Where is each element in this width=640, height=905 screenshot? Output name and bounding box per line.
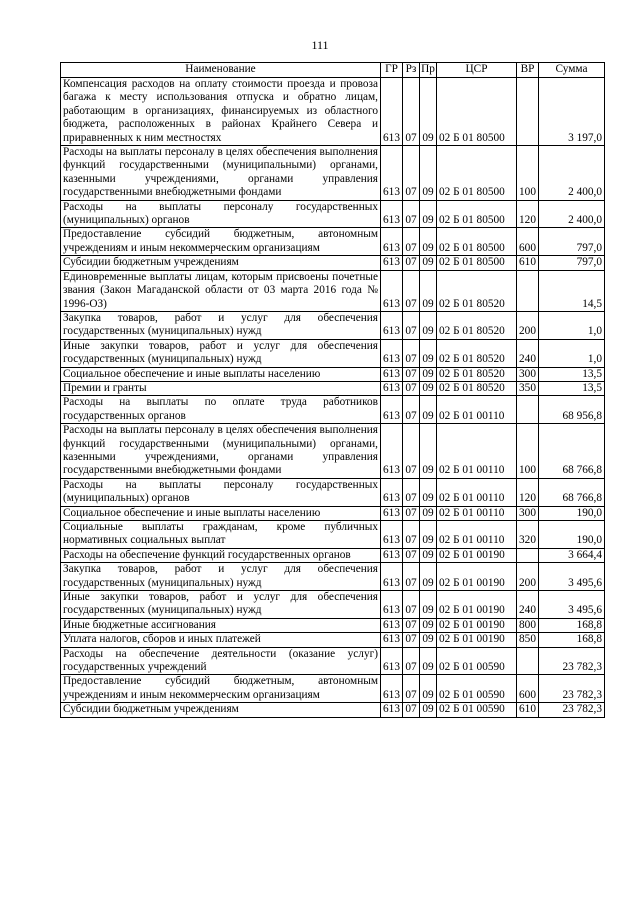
cell-rz: 07 xyxy=(403,311,420,339)
cell-vr: 610 xyxy=(517,256,539,270)
cell-rz: 07 xyxy=(403,146,420,201)
cell-name: Расходы на выплаты персоналу государственных (муниципальных) органов xyxy=(61,478,381,506)
cell-sum: 3 495,6 xyxy=(539,563,605,591)
cell-pr: 09 xyxy=(420,591,437,619)
cell-rz: 07 xyxy=(403,256,420,270)
header-pr: Пр xyxy=(420,63,437,78)
cell-vr: 120 xyxy=(517,200,539,228)
cell-sum: 168,8 xyxy=(539,633,605,647)
cell-gr: 613 xyxy=(381,367,403,381)
cell-pr: 09 xyxy=(420,675,437,703)
cell-pr: 09 xyxy=(420,478,437,506)
page-number: 111 xyxy=(311,38,329,52)
header-csr: ЦСР xyxy=(437,63,517,78)
cell-csr: 02 Б 01 00110 xyxy=(437,506,517,520)
cell-csr: 02 Б 01 00590 xyxy=(437,675,517,703)
cell-csr: 02 Б 01 00110 xyxy=(437,521,517,549)
cell-name: Социальное обеспечение и иные выплаты населению xyxy=(61,367,381,381)
cell-name: Закупка товаров, работ и услуг для обеспечения государственных (муниципальных) нужд xyxy=(61,563,381,591)
cell-pr: 09 xyxy=(420,270,437,311)
cell-vr: 120 xyxy=(517,478,539,506)
cell-pr: 09 xyxy=(420,703,437,717)
cell-sum: 23 782,3 xyxy=(539,703,605,717)
cell-pr: 09 xyxy=(420,506,437,520)
cell-csr: 02 Б 01 00590 xyxy=(437,703,517,717)
cell-pr: 09 xyxy=(420,633,437,647)
cell-csr: 02 Б 01 00190 xyxy=(437,591,517,619)
cell-vr: 300 xyxy=(517,367,539,381)
cell-name: Компенсация расходов на оплату стоимости проезда и провоза багажа к месту использования отпуска и обратно лицам, работающим в организациях, финансируемых из областного бюджета, расположенных в районах Крайнего Севера и приравненных к ним местностях xyxy=(61,78,381,146)
cell-pr: 09 xyxy=(420,146,437,201)
cell-rz: 07 xyxy=(403,200,420,228)
cell-sum: 1,0 xyxy=(539,339,605,367)
cell-name: Предоставление субсидий бюджетным, автономным учреждениям и иным некоммерческим организациям xyxy=(61,675,381,703)
cell-pr: 09 xyxy=(420,78,437,146)
cell-pr: 09 xyxy=(420,339,437,367)
cell-gr: 613 xyxy=(381,228,403,256)
cell-gr: 613 xyxy=(381,339,403,367)
cell-gr: 613 xyxy=(381,591,403,619)
cell-name: Иные закупки товаров, работ и услуг для обеспечения государственных (муниципальных) нужд xyxy=(61,591,381,619)
cell-csr: 02 Б 01 80520 xyxy=(437,311,517,339)
cell-pr: 09 xyxy=(420,618,437,632)
table-row xyxy=(61,78,605,146)
cell-name: Субсидии бюджетным учреждениям xyxy=(61,256,381,270)
cell-vr: 100 xyxy=(517,424,539,479)
cell-name: Премии и гранты xyxy=(61,381,381,395)
cell-sum: 68 766,8 xyxy=(539,478,605,506)
cell-vr: 240 xyxy=(517,591,539,619)
cell-sum: 23 782,3 xyxy=(539,647,605,675)
cell-name: Социальное обеспечение и иные выплаты населению xyxy=(61,506,381,520)
table-row xyxy=(61,311,605,339)
cell-rz: 07 xyxy=(403,339,420,367)
cell-gr: 613 xyxy=(381,396,403,424)
cell-vr: 850 xyxy=(517,633,539,647)
cell-csr: 02 Б 01 00110 xyxy=(437,478,517,506)
cell-name: Расходы на выплаты персоналу в целях обеспечения выполнения функций государственными (муниципальными) органами, казенными учреждениями, органами управления государственными внебюджетными фондами xyxy=(61,424,381,479)
table-row xyxy=(61,521,605,549)
cell-sum: 13,5 xyxy=(539,381,605,395)
cell-rz: 07 xyxy=(403,618,420,632)
table-row xyxy=(61,424,605,479)
cell-gr: 613 xyxy=(381,647,403,675)
cell-rz: 07 xyxy=(403,591,420,619)
cell-vr: 240 xyxy=(517,339,539,367)
cell-csr: 02 Б 01 80500 xyxy=(437,256,517,270)
cell-csr: 02 Б 01 80500 xyxy=(437,78,517,146)
cell-csr: 02 Б 01 80500 xyxy=(437,228,517,256)
cell-gr: 613 xyxy=(381,506,403,520)
cell-vr: 100 xyxy=(517,146,539,201)
cell-csr: 02 Б 01 80520 xyxy=(437,381,517,395)
cell-gr: 613 xyxy=(381,200,403,228)
cell-pr: 09 xyxy=(420,396,437,424)
cell-vr xyxy=(517,78,539,146)
cell-pr: 09 xyxy=(420,424,437,479)
cell-vr: 300 xyxy=(517,506,539,520)
table-row xyxy=(61,256,605,270)
table-row xyxy=(61,647,605,675)
cell-sum: 2 400,0 xyxy=(539,146,605,201)
table-row xyxy=(61,200,605,228)
cell-csr: 02 Б 01 80520 xyxy=(437,270,517,311)
cell-vr: 320 xyxy=(517,521,539,549)
cell-rz: 07 xyxy=(403,478,420,506)
cell-rz: 07 xyxy=(403,563,420,591)
cell-vr xyxy=(517,270,539,311)
cell-rz: 07 xyxy=(403,228,420,256)
cell-name: Расходы на выплаты по оплате труда работников государственных органов xyxy=(61,396,381,424)
cell-rz: 07 xyxy=(403,396,420,424)
cell-pr: 09 xyxy=(420,647,437,675)
cell-csr: 02 Б 01 80500 xyxy=(437,200,517,228)
cell-rz: 07 xyxy=(403,521,420,549)
cell-name: Уплата налогов, сборов и иных платежей xyxy=(61,633,381,647)
cell-vr xyxy=(517,396,539,424)
table-row xyxy=(61,478,605,506)
cell-csr: 02 Б 01 00590 xyxy=(437,647,517,675)
cell-rz: 07 xyxy=(403,548,420,562)
cell-name: Расходы на обеспечение деятельности (оказание услуг) государственных учреждений xyxy=(61,647,381,675)
cell-rz: 07 xyxy=(403,424,420,479)
cell-sum: 168,8 xyxy=(539,618,605,632)
cell-sum: 23 782,3 xyxy=(539,675,605,703)
cell-gr: 613 xyxy=(381,256,403,270)
cell-gr: 613 xyxy=(381,618,403,632)
cell-name: Иные бюджетные ассигнования xyxy=(61,618,381,632)
cell-pr: 09 xyxy=(420,311,437,339)
cell-rz: 07 xyxy=(403,647,420,675)
cell-vr: 800 xyxy=(517,618,539,632)
header-row xyxy=(61,63,605,78)
cell-gr: 613 xyxy=(381,424,403,479)
cell-gr: 613 xyxy=(381,146,403,201)
table-row xyxy=(61,339,605,367)
table-row xyxy=(61,675,605,703)
cell-rz: 07 xyxy=(403,381,420,395)
cell-gr: 613 xyxy=(381,563,403,591)
cell-rz: 07 xyxy=(403,367,420,381)
header-vr: ВР xyxy=(517,63,539,78)
cell-vr: 600 xyxy=(517,228,539,256)
cell-pr: 09 xyxy=(420,200,437,228)
cell-csr: 02 Б 01 00190 xyxy=(437,548,517,562)
table-row xyxy=(61,633,605,647)
cell-name: Единовременные выплаты лицам, которым присвоены почетные звания (Закон Магаданской области от 03 марта 2016 года № 1996-ОЗ) xyxy=(61,270,381,311)
cell-sum: 14,5 xyxy=(539,270,605,311)
cell-name: Предоставление субсидий бюджетным, автономным учреждениям и иным некоммерческим организациям xyxy=(61,228,381,256)
cell-sum: 190,0 xyxy=(539,506,605,520)
table-row xyxy=(61,591,605,619)
cell-rz: 07 xyxy=(403,78,420,146)
cell-csr: 02 Б 01 00110 xyxy=(437,396,517,424)
cell-gr: 613 xyxy=(381,270,403,311)
table-row xyxy=(61,381,605,395)
table-row xyxy=(61,548,605,562)
table-header xyxy=(61,63,605,78)
cell-csr: 02 Б 01 00190 xyxy=(437,633,517,647)
cell-gr: 613 xyxy=(381,633,403,647)
cell-gr: 613 xyxy=(381,478,403,506)
cell-sum: 1,0 xyxy=(539,311,605,339)
cell-name: Закупка товаров, работ и услуг для обеспечения государственных (муниципальных) нужд xyxy=(61,311,381,339)
cell-vr: 600 xyxy=(517,675,539,703)
cell-name: Расходы на выплаты персоналу в целях обеспечения выполнения функций государственными (муниципальными) органами, казенными учреждениями, органами управления государственными внебюджетными фондами xyxy=(61,146,381,201)
table-row xyxy=(61,367,605,381)
cell-sum: 3 197,0 xyxy=(539,78,605,146)
header-name: Наименование xyxy=(61,63,381,78)
cell-pr: 09 xyxy=(420,521,437,549)
header-gr: ГР xyxy=(381,63,403,78)
cell-gr: 613 xyxy=(381,311,403,339)
cell-name: Социальные выплаты гражданам, кроме публичных нормативных социальных выплат xyxy=(61,521,381,549)
header-rz: Рз xyxy=(403,63,420,78)
cell-gr: 613 xyxy=(381,381,403,395)
cell-name: Иные закупки товаров, работ и услуг для обеспечения государственных (муниципальных) нужд xyxy=(61,339,381,367)
cell-pr: 09 xyxy=(420,381,437,395)
cell-name: Субсидии бюджетным учреждениям xyxy=(61,703,381,717)
cell-sum: 2 400,0 xyxy=(539,200,605,228)
table-row xyxy=(61,396,605,424)
cell-vr: 350 xyxy=(517,381,539,395)
table-row xyxy=(61,270,605,311)
header-sum: Сумма xyxy=(539,63,605,78)
cell-vr xyxy=(517,548,539,562)
cell-rz: 07 xyxy=(403,633,420,647)
table-row xyxy=(61,563,605,591)
table-body xyxy=(61,78,605,718)
cell-sum: 3 664,4 xyxy=(539,548,605,562)
cell-rz: 07 xyxy=(403,506,420,520)
cell-sum: 797,0 xyxy=(539,228,605,256)
cell-sum: 68 766,8 xyxy=(539,424,605,479)
cell-gr: 613 xyxy=(381,548,403,562)
budget-table xyxy=(60,62,605,718)
cell-sum: 190,0 xyxy=(539,521,605,549)
cell-gr: 613 xyxy=(381,521,403,549)
cell-pr: 09 xyxy=(420,548,437,562)
cell-pr: 09 xyxy=(420,228,437,256)
cell-sum: 13,5 xyxy=(539,367,605,381)
cell-csr: 02 Б 01 00190 xyxy=(437,563,517,591)
table-row xyxy=(61,618,605,632)
cell-pr: 09 xyxy=(420,367,437,381)
cell-rz: 07 xyxy=(403,270,420,311)
cell-vr: 200 xyxy=(517,311,539,339)
cell-csr: 02 Б 01 00190 xyxy=(437,618,517,632)
cell-vr: 610 xyxy=(517,703,539,717)
cell-rz: 07 xyxy=(403,703,420,717)
cell-sum: 3 495,6 xyxy=(539,591,605,619)
table-row xyxy=(61,703,605,717)
cell-vr xyxy=(517,647,539,675)
cell-sum: 797,0 xyxy=(539,256,605,270)
cell-name: Расходы на обеспечение функций государственных органов xyxy=(61,548,381,562)
cell-csr: 02 Б 01 80520 xyxy=(437,339,517,367)
cell-gr: 613 xyxy=(381,703,403,717)
cell-gr: 613 xyxy=(381,78,403,146)
cell-pr: 09 xyxy=(420,563,437,591)
table-row xyxy=(61,228,605,256)
cell-csr: 02 Б 01 80520 xyxy=(437,367,517,381)
cell-csr: 02 Б 01 00110 xyxy=(437,424,517,479)
cell-gr: 613 xyxy=(381,675,403,703)
table-row xyxy=(61,506,605,520)
cell-vr: 200 xyxy=(517,563,539,591)
cell-name: Расходы на выплаты персоналу государственных (муниципальных) органов xyxy=(61,200,381,228)
table-row xyxy=(61,146,605,201)
cell-rz: 07 xyxy=(403,675,420,703)
cell-pr: 09 xyxy=(420,256,437,270)
cell-csr: 02 Б 01 80500 xyxy=(437,146,517,201)
cell-sum: 68 956,8 xyxy=(539,396,605,424)
